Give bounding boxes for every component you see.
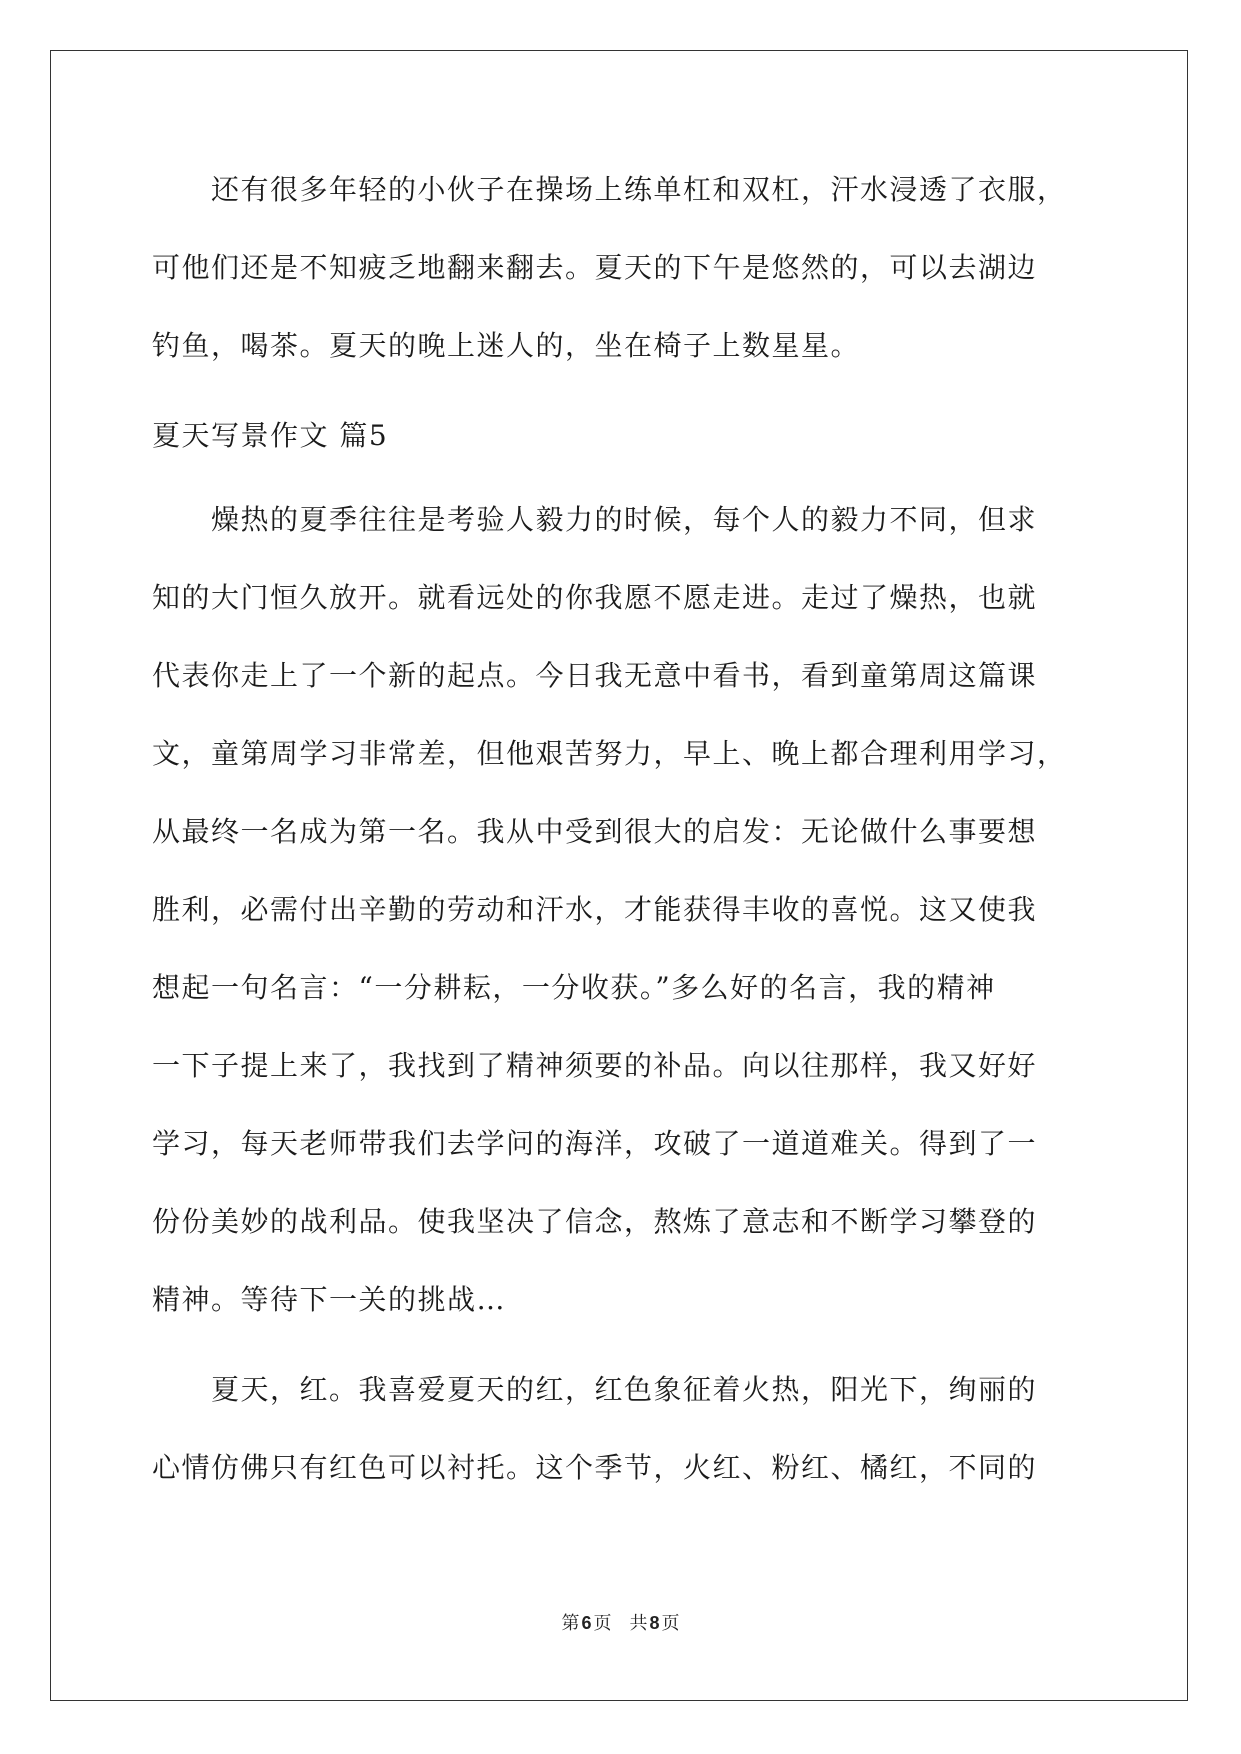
text-line: 从最终一名成为第一名。我从中受到很大的启发：无论做什么事要想 [152, 815, 1038, 848]
text-line: 想起一句名言：“一分耕耘，一分收获。”多么好的名言，我的精神 [152, 971, 996, 1004]
text-line: 心情仿佛只有红色可以衬托。这个季节，火红、粉红、橘红，不同的 [152, 1451, 1038, 1484]
text-line: 知的大门恒久放开。就看远处的你我愿不愿走进。走过了燥热，也就 [152, 581, 1038, 614]
section-heading: 夏天写景作文 篇5 [152, 419, 389, 452]
text-line: 燥热的夏季往往是考验人毅力的时候，每个人的毅力不同，但求 [152, 503, 1038, 536]
page-prefix: 第 [561, 1613, 580, 1634]
text-line: 代表你走上了一个新的起点。今日我无意中看书，看到童第周这篇课 [152, 659, 1038, 692]
text-line: 钓鱼，喝茶。夏天的晚上迷人的，坐在椅子上数星星。 [152, 329, 861, 362]
total-page-number: 8 [649, 1613, 660, 1633]
text-line: 可他们还是不知疲乏地翻来翻去。夏天的下午是悠然的，可以去湖边 [152, 251, 1038, 284]
current-page-number: 6 [581, 1613, 592, 1633]
page-unit: 页 [593, 1613, 612, 1634]
total-unit: 页 [661, 1613, 680, 1634]
page-footer [0, 1611, 1241, 1636]
text-line: 还有很多年轻的小伙子在操场上练单杠和双杠，汗水浸透了衣服， [152, 173, 1067, 206]
total-prefix: 共 [629, 1613, 648, 1634]
text-line: 胜利，必需付出辛勤的劳动和汗水，才能获得丰收的喜悦。这又使我 [152, 893, 1038, 926]
text-line: 夏天，红。我喜爱夏天的红，红色象征着火热，阳光下，绚丽的 [152, 1373, 1038, 1406]
text-line: 学习，每天老师带我们去学问的海洋，攻破了一道道难关。得到了一 [152, 1127, 1038, 1160]
text-line: 文，童第周学习非常差，但他艰苦努力，早上、晚上都合理利用学习， [152, 737, 1067, 770]
text-line: 一下子提上来了，我找到了精神须要的补品。向以往那样，我又好好 [152, 1049, 1038, 1082]
text-line: 精神。等待下一关的挑战… [152, 1283, 507, 1316]
text-line: 份份美妙的战利品。使我坚决了信念，熬炼了意志和不断学习攀登的 [152, 1205, 1038, 1238]
